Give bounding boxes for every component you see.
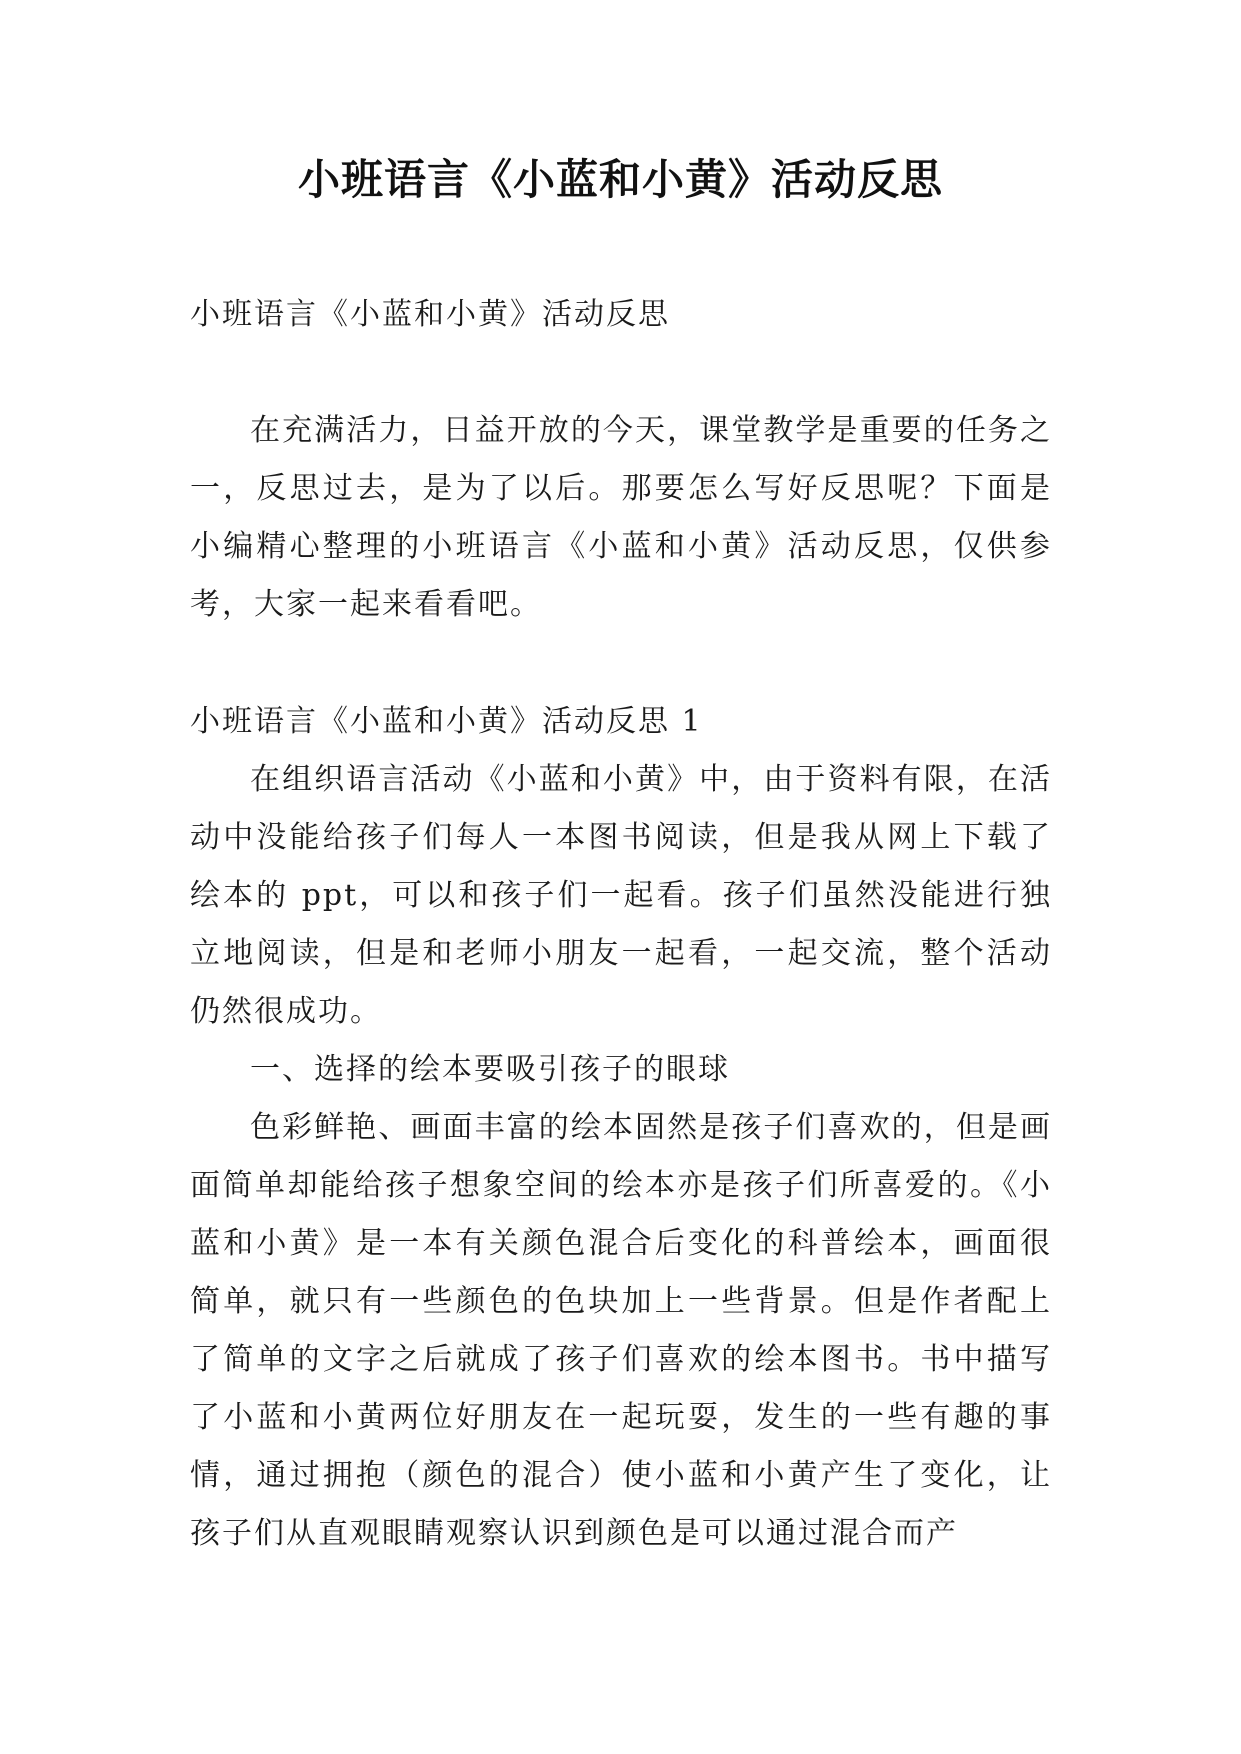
section-paragraph-1: 在组织语言活动《小蓝和小黄》中，由于资料有限，在活动中没能给孩子们每人一本图书阅读，但是我从网上下载了绘本的 ppt，可以和孩子们一起看。孩子们虽然没能进行独立地阅读，但是和老师小朋友一起看，一起交流，整个活动仍然很成功。 [190,762,1052,1029]
document-subtitle: 小班语言《小蓝和小黄》活动反思 [190,297,670,332]
intro-paragraph: 在充满活力，日益开放的今天，课堂教学是重要的任务之一，反思过去，是为了以后。那要怎么写好反思呢？下面是小编精心整理的小班语言《小蓝和小黄》活动反思，仅供参考，大家一起来看看吧。 [190,413,1052,622]
section-paragraph-2: 色彩鲜艳、画面丰富的绘本固然是孩子们喜欢的，但是画面简单却能给孩子想象空间的绘本亦是孩子们所喜爱的。《小蓝和小黄》是一本有关颜色混合后变化的科普绘本，画面很简单，就只有一些颜色的色块加上一些背景。但是作者配上了简单的文字之后就成了孩子们喜欢的绘本图书。书中描写了小蓝和小黄两位好朋友在一起玩耍，发生的一些有趣的事情，通过拥抱（颜色的混合）使小蓝和小黄产生了变化，让孩子们从直观眼睛观察认识到颜色是可以通过混合而产 [190,1110,1052,1551]
document-title: 小班语言《小蓝和小黄》活动反思 [297,155,943,204]
section-heading: 小班语言《小蓝和小黄》活动反思 1 [190,704,703,739]
point-heading-1: 一、选择的绘本要吸引孩子的眼球 [250,1052,730,1087]
